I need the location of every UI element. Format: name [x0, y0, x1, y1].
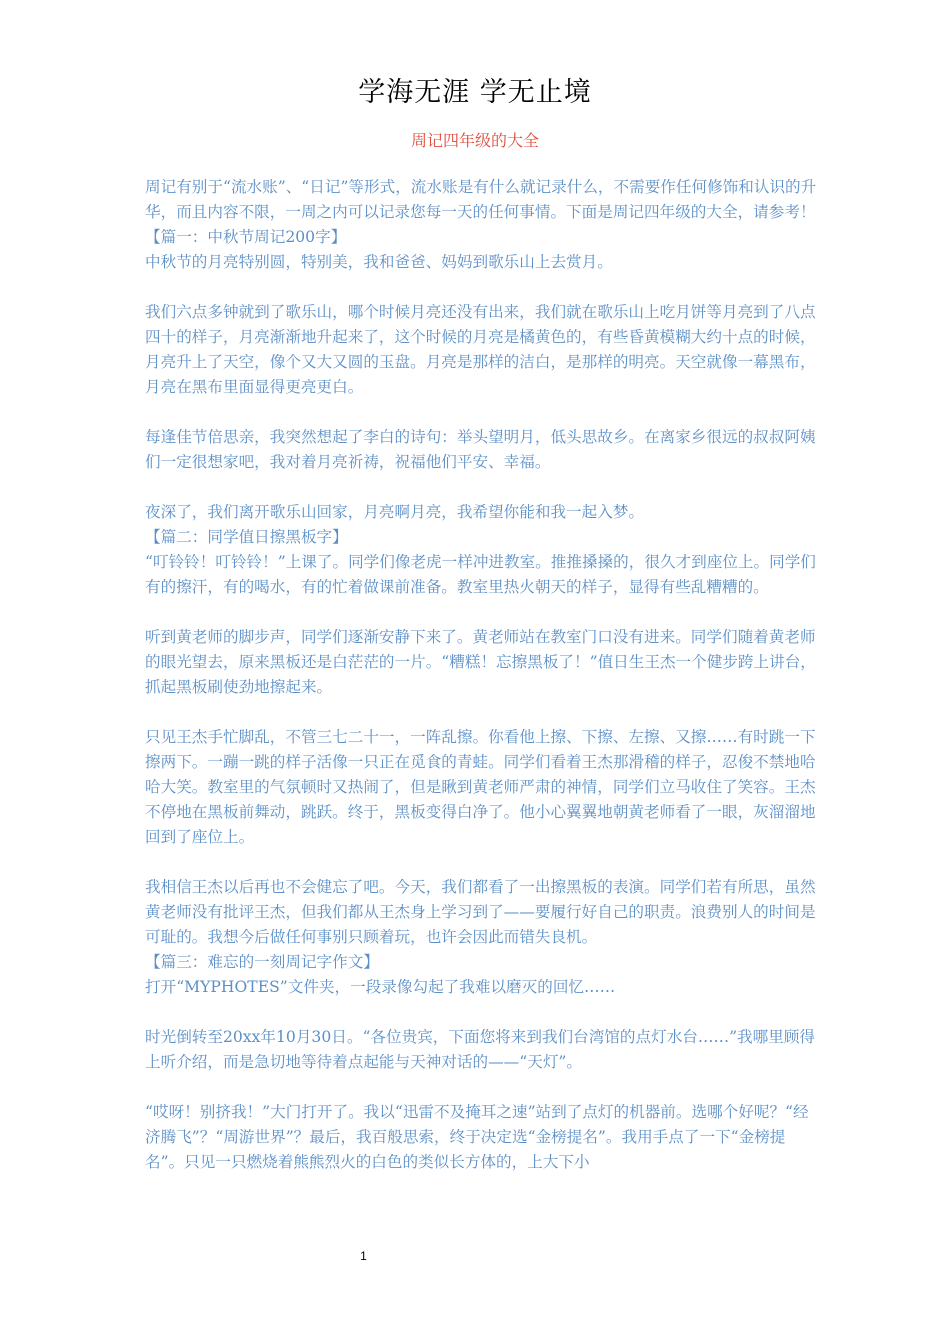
paragraph: 夜深了，我们离开歌乐山回家，月亮啊月亮，我希望你能和我一起入梦。 — [145, 503, 645, 521]
section-heading: 【篇一：中秋节周记200字】 — [145, 228, 347, 246]
paragraph: 我相信王杰以后再也不会健忘了吧。今天，我们都看了一出擦黑板的表演。同学们若有所思，虽然黄老师没有批评王杰，但我们都从王杰身上学习到了——要履行好自己的职责。浪费别人的时间是可耻的。我想今后做任何事别只顾着玩，也许会因此而错失良机。 — [145, 878, 816, 946]
paragraph: 听到黄老师的脚步声，同学们逐渐安静下来了。黄老师站在教室门口没有进来。同学们随着黄老师的眼光望去，原来黑板还是白茫茫的一片。“糟糕！忘擦黑板了！”值日生王杰一个健步跨上讲台，抓起黑板刷使劲地擦起来。 — [145, 628, 816, 696]
page-number: 1 — [360, 1249, 367, 1263]
document-title: 周记四年级的大全 — [410, 131, 539, 150]
paragraph: 我们六点多钟就到了歌乐山，哪个时候月亮还没有出来，我们就在歌乐山上吃月饼等月亮到了八点四十的样子，月亮渐渐地升起来了，这个时候的月亮是橘黄色的，有些昏黄模糊大约十点的时候，月亮升上了天空，像个又大又圆的玉盘。月亮是那样的洁白，是那样的明亮。天空就像一幕黑布，月亮在黑布里面显得更亮更白。 — [145, 303, 816, 396]
paragraph: “哎呀！别挤我！”大门打开了。我以“迅雷不及掩耳之速”站到了点灯的机器前。选哪个好呢？“经济腾飞”？“周游世界”？最后，我百般思索，终于决定选“金榜提名”。我用手点了一下“金榜提名”。只见一只燃烧着熊熊烈火的白色的类似长方体的，上大下小 — [145, 1103, 809, 1171]
document-body — [145, 175, 817, 1175]
section-heading: 【篇二：同学值日擦黑板字】 — [145, 528, 348, 546]
paragraph: 每逢佳节倍思亲，我突然想起了李白的诗句：举头望明月，低头思故乡。在离家乡很远的叔叔阿姨们一定很想家吧，我对着月亮祈祷，祝福他们平安、幸福。 — [145, 428, 816, 471]
header-title: 学海无涯 学无止境 — [358, 77, 592, 108]
paragraph: “叮铃铃！叮铃铃！”上课了。同学们像老虎一样冲进教室。推推搡搡的，很久才到座位上。同学们有的擦汗，有的喝水，有的忙着做课前准备。教室里热火朝天的样子，显得有些乱糟糟的。 — [145, 553, 816, 596]
paragraph: 时光倒转至20xx年10月30日。“各位贵宾，下面您将来到我们台湾馆的点灯水台……”我哪里顾得上听介绍，而是急切地等待着点起能与天神对话的——“天灯”。 — [145, 1028, 816, 1071]
intro-paragraph: 周记有别于“流水账”、“日记”等形式，流水账是有什么就记录什么，不需要作任何修饰和认识的升华，而且内容不限，一周之内可以记录您每一天的任何事情。下面是周记四年级的大全，请参考！ — [145, 178, 817, 221]
paragraph: 打开“MYPHOTES”文件夹，一段录像勾起了我难以磨灭的回忆…… — [145, 978, 616, 996]
paragraph: 中秋节的月亮特别圆，特别美，我和爸爸、妈妈到歌乐山上去赏月。 — [145, 253, 613, 271]
section-heading: 【篇三：难忘的一刻周记字作文】 — [145, 953, 379, 971]
paragraph: 只见王杰手忙脚乱，不管三七二十一，一阵乱擦。你看他上擦、下擦、左擦、又擦……有时跳一下擦两下。一蹦一跳的样子活像一只正在觅食的青蛙。同学们看着王杰那滑稽的样子，忍俊不禁地哈哈大笑。教室里的气氛顿时又热闹了，但是瞅到黄老师严肃的神情，同学们立马收住了笑容。王杰不停地在黑板前舞动，跳跃。终于，黑板变得白净了。他小心翼翼地朝黄老师看了一眼，灰溜溜地回到了座位上。 — [145, 728, 816, 846]
